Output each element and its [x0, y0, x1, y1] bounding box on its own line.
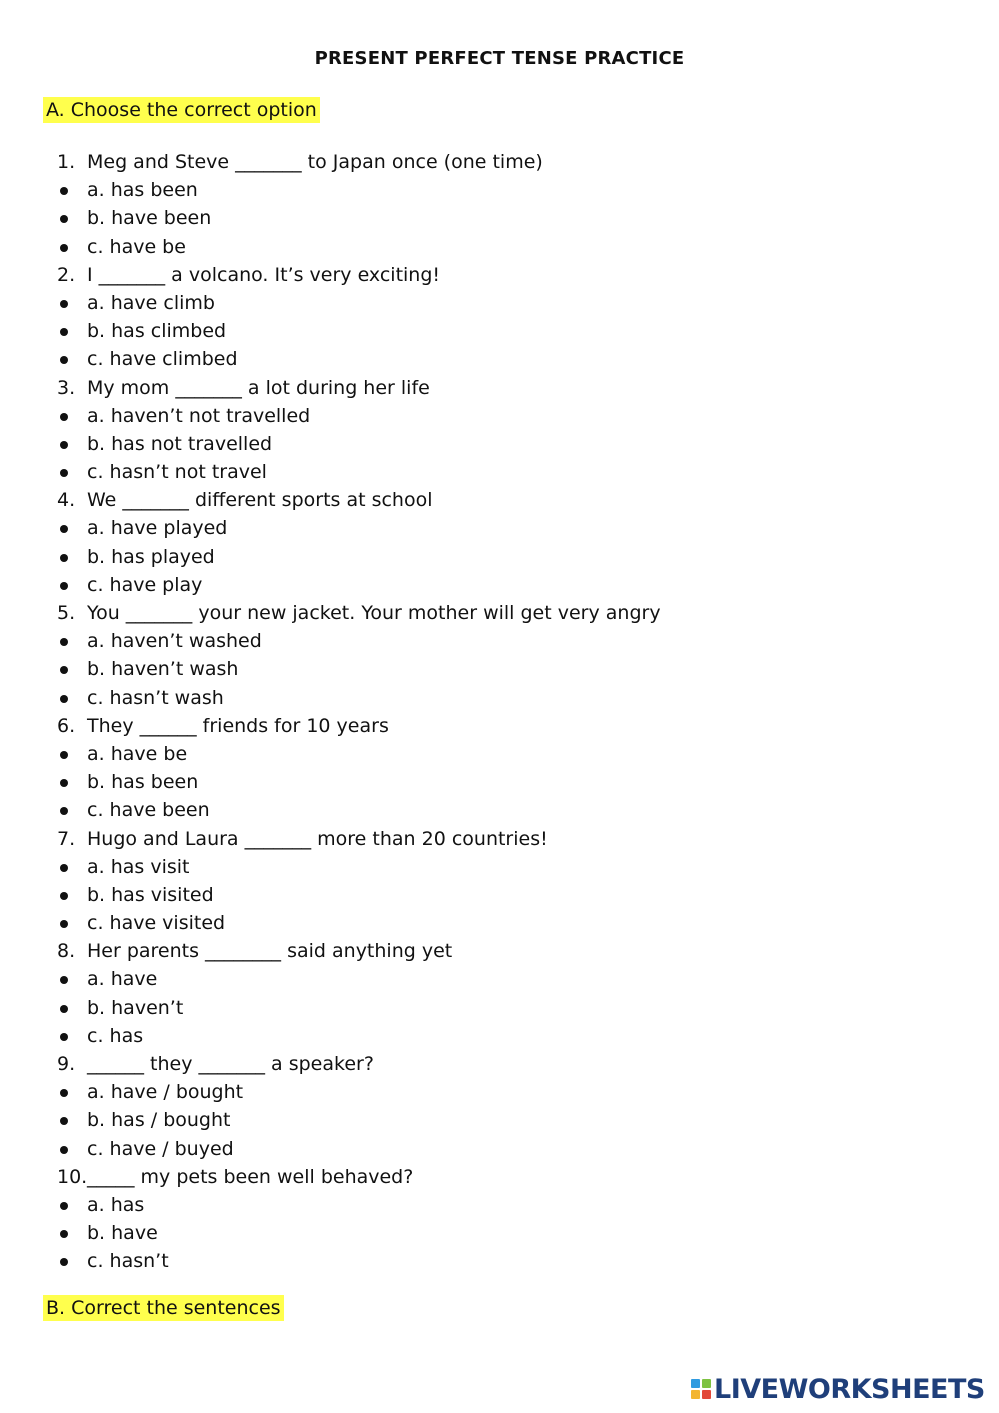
bullet-icon [60, 1033, 68, 1041]
logo-text: LIVEWORKSHEETS [714, 1373, 985, 1405]
question-number: 2. [57, 263, 76, 286]
bullet-icon [60, 1230, 68, 1238]
bullet-icon [60, 779, 68, 787]
question-text: I _______ a volcano. It’s very exciting! [87, 263, 441, 286]
bullet-icon [60, 525, 68, 533]
bullet-icon [60, 187, 68, 195]
bullet-icon [60, 215, 68, 223]
question-text: Hugo and Laura _______ more than 20 countries! [87, 827, 548, 850]
question-text: We _______ different sports at school [87, 489, 433, 512]
question-text: My mom _______ a lot during her life [87, 376, 430, 399]
bullet-icon [60, 638, 68, 646]
question-number: 5. [57, 602, 76, 624]
question-text: You _______ your new jacket. Your mother will get very angry [87, 602, 661, 624]
question-number: 4. [57, 489, 76, 512]
question-number: 3. [57, 376, 76, 399]
option-text: c. has [87, 1024, 144, 1047]
bullet-icon [60, 1258, 68, 1266]
bullet-icon [60, 300, 68, 308]
option-text: c. hasn’t wash [87, 686, 224, 709]
bullet-icon [60, 751, 68, 759]
bullet-icon [60, 920, 68, 928]
question-text: Meg and Steve _______ to Japan once (one time) [87, 151, 543, 173]
option-text: c. have climbed [87, 348, 238, 371]
bullet-icon [60, 1117, 68, 1125]
option-text: c. hasn’t not travel [87, 461, 267, 484]
bullet-icon [60, 892, 68, 900]
liveworksheets-logo-icon [691, 1379, 711, 1399]
option-text: a. have / bought [87, 1081, 244, 1104]
bullet-icon [60, 554, 68, 562]
option-text: a. have be [87, 742, 188, 765]
bullet-icon [60, 413, 68, 421]
option-text: b. has visited [87, 883, 214, 906]
bullet-icon [60, 864, 68, 872]
bullet-icon [60, 666, 68, 674]
bullet-icon [60, 1005, 68, 1013]
option-text: a. have [87, 968, 158, 991]
question-text: _____ my pets been well behaved? [87, 1165, 414, 1188]
option-text: b. has played [87, 545, 215, 568]
question-number: 6. [57, 714, 76, 737]
option-text: b. has / bought [87, 1109, 231, 1132]
option-text: b. has not travelled [87, 432, 273, 455]
bullet-icon [60, 1146, 68, 1154]
question-number: 7. [57, 827, 76, 850]
option-text: a. has [87, 1193, 145, 1216]
option-text: c. have visited [87, 912, 226, 935]
bullet-icon [60, 976, 68, 984]
option-text: a. have played [87, 517, 228, 540]
option-text: b. have been [87, 207, 212, 230]
option-text: b. has climbed [87, 320, 227, 343]
option-text: c. have been [87, 799, 210, 822]
bullet-icon [60, 1089, 68, 1097]
section-b-heading: B. Correct the sentences [43, 1295, 284, 1321]
option-text: b. haven’t wash [87, 658, 239, 681]
question-text: ______ they _______ a speaker? [87, 1053, 374, 1075]
option-text: a. has been [87, 179, 198, 202]
option-text: c. hasn’t [87, 1250, 169, 1273]
question-text: Her parents ________ said anything yet [87, 940, 453, 963]
bullet-icon [60, 807, 68, 815]
option-text: c. have / buyed [87, 1137, 234, 1160]
question-number: 10. [57, 1165, 88, 1188]
bullet-icon [60, 1202, 68, 1210]
bullet-icon [60, 328, 68, 336]
bullet-icon [60, 695, 68, 703]
bullet-icon [60, 582, 68, 590]
question-number: 8. [57, 940, 76, 963]
bullet-icon [60, 441, 68, 449]
bullet-icon [60, 244, 68, 252]
option-text: a. has visit [87, 855, 190, 878]
option-text: a. haven’t washed [87, 630, 262, 653]
option-text: b. have [87, 1222, 158, 1245]
section-a-heading: A. Choose the correct option [43, 97, 320, 123]
option-text: c. have play [87, 573, 203, 596]
bullet-icon [60, 469, 68, 477]
question-text: They ______ friends for 10 years [87, 714, 389, 737]
option-text: b. haven’t [87, 996, 184, 1019]
option-text: a. have climb [87, 291, 215, 314]
liveworksheets-logo [691, 1374, 985, 1404]
option-text: a. haven’t not travelled [87, 404, 311, 427]
worksheet-title: PRESENT PERFECT TENSE PRACTICE [314, 48, 685, 69]
option-text: b. has been [87, 771, 199, 794]
question-number: 9. [57, 1053, 76, 1075]
bullet-icon [60, 356, 68, 364]
option-text: c. have be [87, 235, 186, 258]
question-number: 1. [57, 151, 76, 173]
